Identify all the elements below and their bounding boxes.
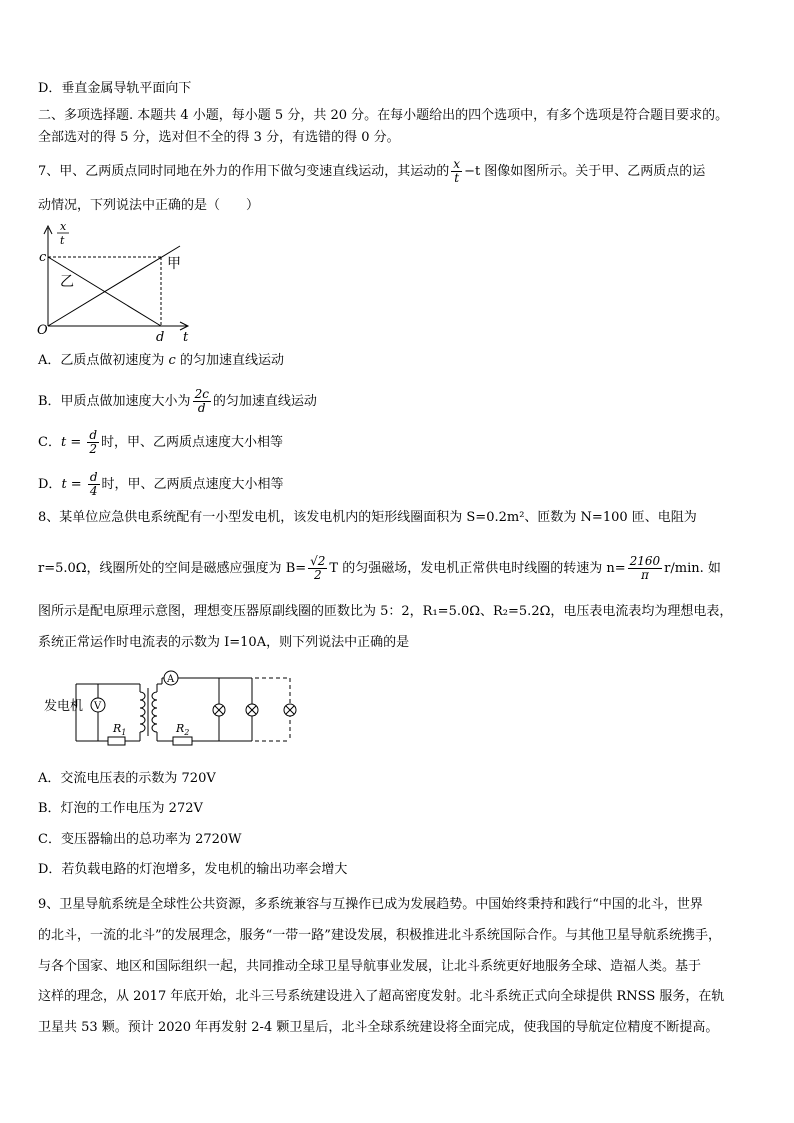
- q9-line5: 卫星共 53 颗。预计 2020 年再发射 2-4 颗卫星后，北斗全球系统建设将全面完成，使我国的导航定位精度不断提高。: [38, 1020, 719, 1035]
- lamp-1-icon: [213, 704, 225, 716]
- q9-line4: 这样的理念，从 2017 年底开始，北斗三号系统建设进入了超高密度发射。北斗系统正式向全球提供 RNSS 服务，在轨: [38, 989, 725, 1004]
- q8-option-d: D．若负载电路的灯泡增多，发电机的输出功率会增大: [38, 862, 348, 877]
- primary-coil: [140, 692, 145, 732]
- lamp-2-icon: [246, 704, 258, 716]
- q7-option-a: A．乙质点做初速度为 c 的匀加速直线运动: [38, 353, 284, 368]
- q9-line3: 与各个国家、地区和国际组织一起，共同推动全球卫星导航事业发展，让北斗系统更好地服务全球、造福人类。基于: [38, 959, 702, 974]
- q7-stem-b: −t 图像如图所示。关于甲、乙两质点的运: [464, 164, 706, 179]
- q8-option-a: A．交流电压表的示数为 720V: [38, 771, 216, 786]
- resistor-r2: [173, 737, 192, 745]
- q7-stem-c: 动情况，下列说法中正确的是（ ）: [38, 198, 260, 213]
- q8-circuit: [40, 670, 305, 750]
- svg-text:A: A: [167, 674, 175, 685]
- q8-option-c: C．变压器输出的总功率为 2720W: [38, 832, 242, 847]
- q7-stem-a: 7、甲、乙两质点同时同地在外力的作用下做匀变速直线运动，其运动的: [38, 164, 450, 179]
- svg-text:V: V: [94, 701, 102, 712]
- lamp-3-icon: [284, 704, 296, 716]
- secondary-coil: [152, 692, 157, 732]
- graph-d-label: d: [156, 330, 165, 345]
- graph-t-label: t: [183, 330, 189, 345]
- q8-option-b: B．灯泡的工作电压为 272V: [38, 801, 203, 816]
- q7-stem-fraction: $\frac{x}{t}$: [453, 157, 461, 185]
- q8-line4: 系统正常运作时电流表的示数为 I=10A，则下列说法中正确的是: [38, 635, 410, 650]
- circuit-generator-label: 发电机: [44, 699, 84, 714]
- q7-graph: [28, 220, 208, 345]
- prev-option-d: D．垂直金属导轨平面向下: [38, 81, 192, 96]
- graph-y-label-den: t: [60, 234, 65, 247]
- q7-option-c: C．t = $\frac{d}{2}$ 时，甲、乙两质点速度大小相等: [38, 428, 284, 456]
- q9-line1: 9、卫星导航系统是全球性公共资源，多系统兼容与互操作已成为发展趋势。中国始终秉持和践行“中国的北斗，世界: [38, 897, 703, 912]
- q7-option-b: B．甲质点做加速度大小为 $\frac{2c}{d}$ 的匀加速直线运动: [38, 387, 317, 415]
- q8-line1: 8、某单位应急供电系统配有一小型发电机，该发电机内的矩形线圈面积为 S=0.2m²、匝数为 N=100 匝、电阻为: [38, 510, 697, 525]
- section-header-line2: 全部选对的得 5 分，选对但不全的得 3 分，有选错的得 0 分。: [38, 130, 400, 145]
- graph-y-label-num: x: [60, 220, 67, 233]
- r2-label: $R_2$: [176, 722, 190, 737]
- graph-jia-label: 甲: [167, 256, 181, 272]
- section-header-line1: 二、多项选择题. 本题共 4 小题，每小题 5 分，共 20 分。在每小题给出的四个选项中，有多个选项是符合题目要求的。: [38, 108, 729, 123]
- r1-label: $R_1$: [113, 722, 127, 737]
- q7-stem: [38, 158, 705, 185]
- q8-line2: r=5.0Ω，线圈所处的空间是磁感应强度为 B= $\frac{√2}{2}$ T 的匀强磁场，发电机正常供电时线圈的转速为 n= $\frac{2160}{\pi}$ r/min. 如: [38, 554, 721, 582]
- resistor-r1: [108, 737, 125, 745]
- graph-yi-label: 乙: [60, 274, 74, 290]
- q9-line2: 的北斗，一流的北斗”的发展理念，服务“一带一路”建设发展，积极推进北斗系统国际合作。与其他卫星导航系统携手，: [38, 928, 721, 943]
- q8-line3: 图所示是配电原理示意图，理想变压器原副线圈的匝数比为 5：2，R₁=5.0Ω、R₂=5.2Ω，电压表电流表均为理想电表，: [38, 604, 733, 619]
- q7-option-d: D．t = $\frac{d}{4}$ 时，甲、乙两质点速度大小相等: [38, 470, 284, 498]
- graph-c-label: c: [39, 250, 47, 265]
- graph-o-label: O: [37, 323, 48, 338]
